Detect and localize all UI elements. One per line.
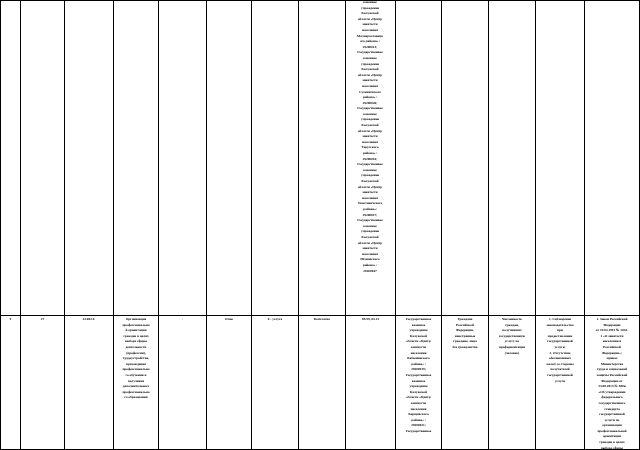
column-separator	[298, 0, 299, 450]
row-separator	[0, 315, 640, 316]
legal-basis: 1. Закон Российской Федерации от 19.04.1991 № 1032- 1 «О занятости населения в Российской Федерации»; приказ Министерства труда и социальной защиты Российской Федерации от 23.08.2013 № 380н «Об утверждении федерального государственного стандарта государственной услуги по организации профессиональной ориентации граждан в целях выбора сферы	[595, 317, 629, 449]
table-border-top	[0, 0, 640, 1]
empty-dash: -	[181, 317, 184, 321]
quality-indicators: 1. Соблюдение законодательства при предоставлении государственной услуги. 2. Отсутствие обоснованных жалоб со стороны получателей государственной услуги	[546, 317, 574, 383]
column-separator	[0, 0, 1, 450]
institutions-continued-text: казенное учреждение Калужской области «Центр занятости населения Малоярославецк ого района» / 29200013; Государственное казенное учреждение Калужской области «Центр занятости населения Сухиничского района» / 29200026; Государственное казенное учреждение Калужской области «Центр занятости населения Тарусского района» / 29200016; Государственное казенное учреждение Калужской области «Центр занятости населения Хвастовичского района»/ 29200017; Государственное казенное учреждение Калужской области «Центр занятости населения Юхновского района» / 29200047	[356, 0, 384, 273]
consumer-categories: Граждане Российской Федерации, иностранные граждане, лица без гражданства	[452, 317, 478, 349]
row-number: 9	[9, 317, 12, 321]
service-code: 23.002.0	[82, 317, 95, 321]
column-separator	[251, 0, 252, 450]
service-form: Очно	[224, 317, 234, 321]
column-separator	[64, 0, 65, 450]
service-name: Организация профессионально й ориентации граждан в целях выбора сферы деятельности (профессии), трудоустройства, прохождения профессионально го обучения и получения дополнительного профессионально го образования	[122, 317, 150, 400]
service-type: 0 - услуга	[267, 317, 283, 321]
section-code: 27	[40, 317, 45, 321]
institutions-list: Государственное казенное учреждение Калужской области «Центр занятости населения Бабынинского района» / 29200019; Государственное казенное учреждение Калужской области «Центр занятости населения Борщевского района» / 29200021; Государственное	[405, 317, 432, 433]
column-separator	[158, 0, 159, 450]
column-separator	[206, 0, 207, 450]
payment-type: Бесплатно	[313, 317, 331, 321]
column-separator	[20, 0, 21, 450]
volume-indicator: Численность граждан, получивших государственную услугу по профориентации (человек)	[498, 317, 526, 355]
okved-codes: 85.99, 84.13	[362, 317, 379, 321]
